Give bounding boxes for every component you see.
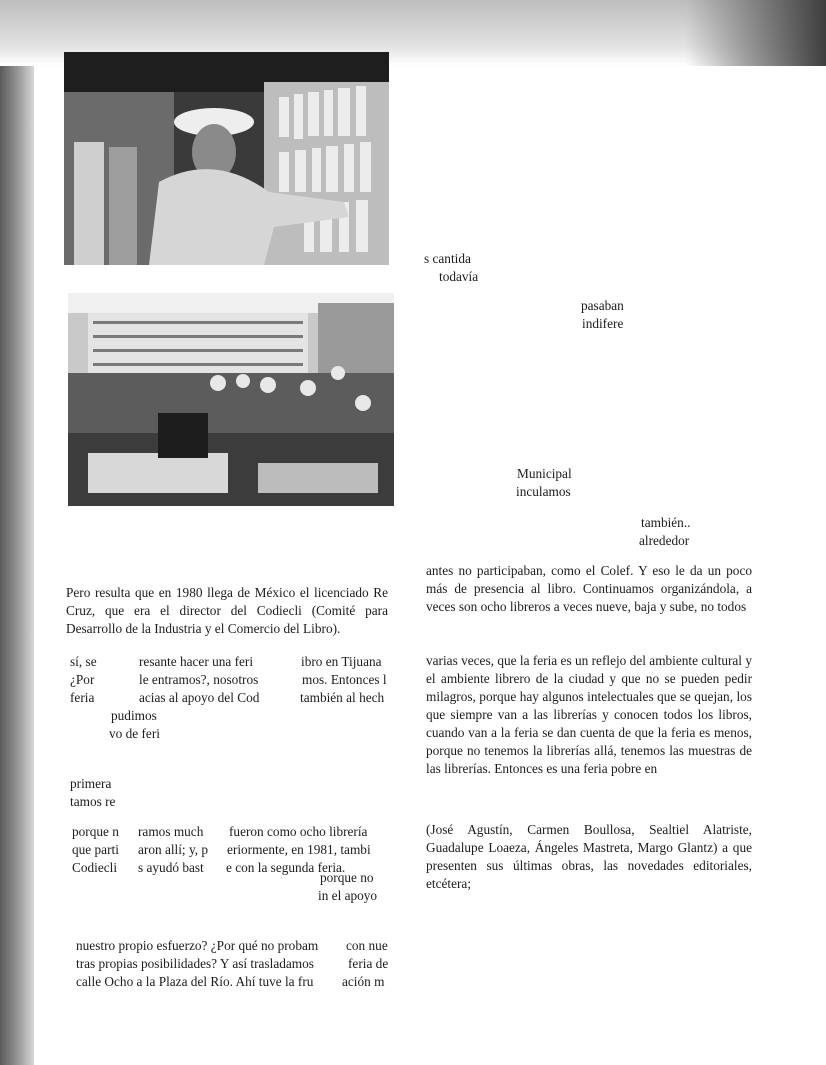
fragment-text: Codiecli [72, 860, 118, 875]
right-paragraph: varias veces, que la feria es un reflejo del ambiente cultural y el ambiente librero de la ciudad y que no se pueden pedir milagros, porque hay algunos intelectuales que se quejan, los que siempre van a las librerías y conocen todos los libros, cuando van a la feria se dan cuenta de que la feria es menos, porque no tenemos la librerías allá, tenemos las muestras de las librerías. Entonces es una feria pobre en [426, 653, 752, 776]
fragment-text: eriormente, en 1981, tambi [227, 842, 371, 857]
page [34, 0, 826, 1065]
right-paragraph: antes no participaban, como el Colef. Y eso le da un poco más de presencia al libro. Continuamos organizándola, a veces son ocho libreros a veces nueve, baja y sube, no todos [426, 563, 752, 614]
fragment-text: calle Ocho a la Plaza del Río. Ahí tuve la fru [76, 974, 314, 989]
fragment-text: con nue [346, 938, 388, 953]
fragment-text: pudimos [111, 708, 157, 723]
fragment-text: le entramos?, nosotros [139, 672, 259, 687]
fragment-text: aron allí; y, p [138, 842, 209, 857]
fragment-text: e con la segunda feria. [226, 860, 346, 875]
fragment-text: alrededor [639, 533, 690, 548]
fragment-text: fueron como ocho librería [229, 824, 368, 839]
fragment-text: porque no [320, 870, 374, 885]
fragment-text: in el apoyo [318, 888, 378, 903]
fragment-text: pasaban [581, 298, 624, 313]
fragment-text: tamos re [70, 794, 116, 809]
fragment-text: ramos much [138, 824, 204, 839]
fragment-text: feria de [348, 956, 389, 971]
right-paragraph: (José Agustín, Carmen Boullosa, Sealtiel Alatriste, Guadalupe Loaeza, Ángeles Mastreta, Margo Glantz) a que presenten sus últimas obras, las novedades editoriales, etcétera; [426, 822, 752, 891]
fragment-text: indifere [582, 316, 624, 331]
photo-bookstore-interior [68, 293, 394, 506]
fragment-text: también al hech [300, 690, 385, 705]
fragment-text: mos. Entonces l [302, 672, 387, 687]
left-paragraph: Pero resulta que en 1980 llega de México el licenciado Re Cruz, que era el director del Codiecli (Comité para Desarrollo de la Industria y el Comercio del Libro). [66, 585, 388, 636]
fragment-text: inculamos [516, 484, 571, 499]
fragment-text: también.. [641, 515, 691, 530]
fragment-text: ación m [342, 974, 385, 989]
fragment-text: porque n [72, 824, 119, 839]
fragment-text: feria [70, 690, 95, 705]
fragment-text: tras propias posibilidades? Y así trasladamos [76, 956, 314, 971]
book-spine-shadow [0, 0, 34, 1065]
photo-man-browsing-books [64, 52, 389, 265]
fragment-text: ¿Por [70, 672, 95, 687]
fragment-text: sí, se [70, 654, 97, 669]
fragment-text: acias al apoyo del Cod [139, 690, 260, 705]
fragment-text: Municipal [517, 466, 572, 481]
fragment-text: s ayudó bast [138, 860, 204, 875]
fragment-text: que parti [72, 842, 119, 857]
fragment-text: vo de feri [109, 726, 160, 741]
fragment-text: primera [70, 776, 112, 791]
fragment-text: nuestro propio esfuerzo? ¿Por qué no probam [76, 938, 319, 953]
fragment-text: ibro en Tijuana [301, 654, 382, 669]
fragment-text: todavía [439, 269, 479, 284]
fragment-text: s cantida [424, 251, 471, 266]
fragment-text: resante hacer una feri [139, 654, 254, 669]
